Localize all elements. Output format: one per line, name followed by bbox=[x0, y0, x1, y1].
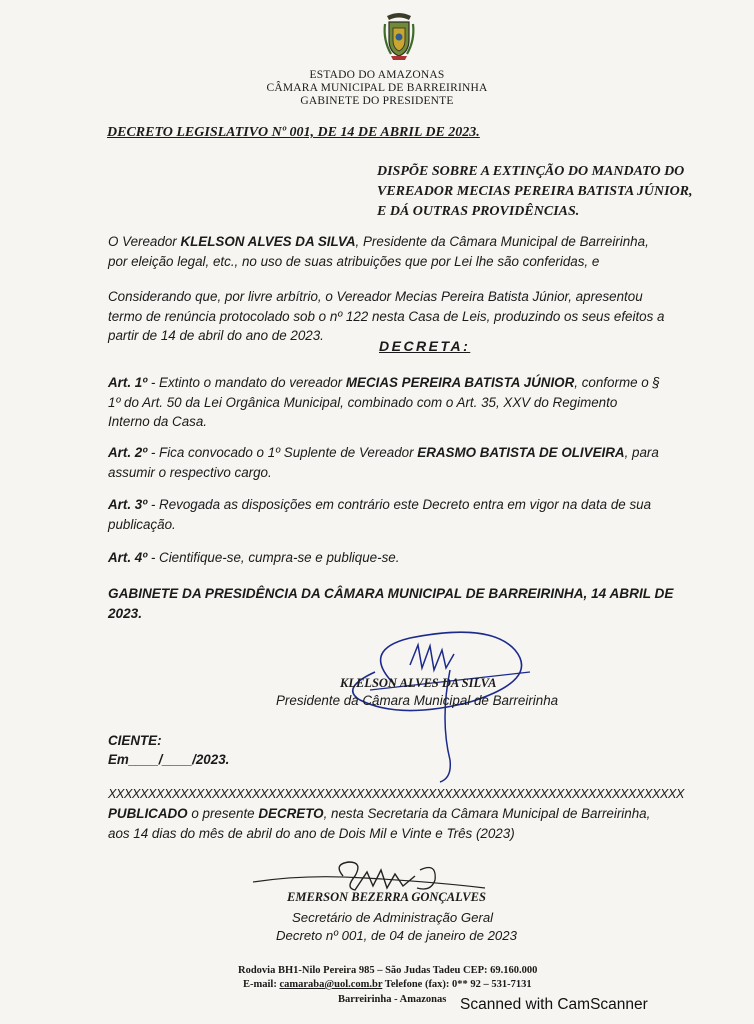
scanner-watermark: Scanned with CamScanner bbox=[460, 996, 648, 1013]
considering-line: partir de 14 de abril do ano de 2023. bbox=[108, 328, 324, 343]
closing-line: GABINETE DA PRESIDÊNCIA DA CÂMARA MUNICIPAL DE BARREIRINHA, 14 ABRIL DE bbox=[108, 586, 674, 601]
summary-line: DISPÕE SOBRE A EXTINÇÃO DO MANDATO DO bbox=[377, 164, 685, 179]
header-state: ESTADO DO AMAZONAS bbox=[309, 69, 445, 81]
intro-paragraph bbox=[108, 232, 693, 271]
separator-line: XXXXXXXXXXXXXXXXXXXXXXXXXXXXXXXXXXXXXXXXXXXXXXXXXXXXXXXXXXXXXXXXXXXXXXXX bbox=[108, 787, 684, 801]
intro-text: O Vereador bbox=[108, 234, 181, 249]
considering-paragraph bbox=[108, 287, 693, 346]
publication-paragraph bbox=[108, 804, 693, 843]
article-text: 1º do Art. 50 da Lei Orgânica Municipal, combinado com o Art. 35, XXV do Regimento bbox=[108, 394, 618, 410]
article-label: Art. 1º bbox=[108, 375, 148, 390]
email-label: E-mail: bbox=[243, 979, 280, 990]
summary-line: VEREADOR MECIAS PEREIRA BATISTA JÚNIOR, bbox=[377, 184, 693, 199]
article-text: assumir o respectivo cargo. bbox=[108, 464, 272, 480]
article-text: , conforme o § bbox=[574, 375, 660, 390]
published-label: PUBLICADO bbox=[108, 806, 188, 821]
article-label: Art. 3º bbox=[108, 497, 148, 512]
article-3 bbox=[108, 495, 693, 534]
footer-address: Rodovia BH1-Nilo Pereira 985 – São Judas Tadeu CEP: 69.160.000 bbox=[238, 965, 538, 976]
article-text: - Extinto o mandato do vereador bbox=[147, 375, 346, 390]
closing-line: 2023. bbox=[108, 605, 143, 621]
considering-line: termo de renúncia protocolado sob o nº 122 nesta Casa de Leis, produzindo os seus efeitos a bbox=[108, 308, 665, 324]
article-text: Interno da Casa. bbox=[108, 414, 208, 429]
councilor-name: MECIAS PEREIRA BATISTA JÚNIOR bbox=[345, 375, 575, 390]
publication-text: , nesta Secretaria da Câmara Municipal de Barreirinha, bbox=[323, 806, 651, 821]
article-text: , para bbox=[624, 445, 659, 460]
secretary-role: Secretário de Administração Geral bbox=[292, 910, 494, 925]
email-link[interactable]: camaraba@uol.com.br bbox=[279, 979, 383, 990]
decree-title: DECRETO LEGISLATIVO Nº 001, DE 14 DE ABRIL DE 2023. bbox=[107, 125, 480, 140]
secretary-signature-name: EMERSON BEZERRA GONÇALVES bbox=[287, 890, 486, 904]
phone-text: Telefone (fax): 0** 92 – 531-7131 bbox=[382, 979, 532, 990]
header-chamber: CÂMARA MUNICIPAL DE BARREIRINHA bbox=[266, 82, 488, 94]
office-closing bbox=[108, 584, 698, 623]
president-name: KLELSON ALVES DA SILVA bbox=[180, 234, 356, 249]
coat-of-arms-icon bbox=[381, 10, 417, 62]
decree-summary bbox=[377, 162, 707, 222]
article-text: - Cientifique-se, cumpra-se e publique-se. bbox=[147, 550, 400, 565]
article-text: - Revogada as disposições em contrário este Decreto entra em vigor na data de sua bbox=[147, 497, 652, 512]
article-label: Art. 2º bbox=[108, 445, 148, 460]
president-signature-name: KLELSON ALVES DA SILVA bbox=[340, 676, 497, 690]
article-label: Art. 4º bbox=[108, 550, 148, 565]
footer-city: Barreirinha - Amazonas bbox=[338, 994, 447, 1005]
article-1 bbox=[108, 373, 693, 432]
footer-contact bbox=[243, 979, 532, 990]
decreta-heading: DECRETA: bbox=[379, 338, 471, 354]
article-4 bbox=[108, 548, 693, 568]
ciente-date: Em____/____/2023. bbox=[108, 752, 230, 767]
article-text: - Fica convocado o 1º Suplente de Vereador bbox=[147, 445, 418, 460]
publication-text: o presente bbox=[187, 806, 259, 821]
summary-line: E DÁ OUTRAS PROVIDÊNCIAS. bbox=[377, 204, 580, 219]
ciente-label: CIENTE: bbox=[108, 733, 162, 748]
intro-text: , Presidente da Câmara Municipal de Barreirinha, bbox=[355, 234, 649, 249]
decree-word: DECRETO bbox=[258, 806, 324, 821]
secretary-decree: Decreto nº 001, de 04 de janeiro de 2023 bbox=[276, 928, 517, 943]
considering-line: Considerando que, por livre arbítrio, o Vereador Mecias Pereira Batista Júnior, apresentou bbox=[108, 289, 643, 304]
substitute-name: ERASMO BATISTA DE OLIVEIRA bbox=[417, 445, 625, 460]
article-text: publicação. bbox=[108, 516, 176, 532]
publication-text: aos 14 dias do mês de abril do ano de Dois Mil e Vinte e Três (2023) bbox=[108, 825, 515, 841]
article-2 bbox=[108, 443, 693, 482]
intro-text: por eleição legal, etc., no uso de suas atribuições que por Lei lhe são conferidas, e bbox=[108, 253, 600, 269]
header-office: GABINETE DO PRESIDENTE bbox=[300, 95, 454, 107]
president-signature-role: Presidente da Câmara Municipal de Barreirinha bbox=[276, 693, 559, 708]
